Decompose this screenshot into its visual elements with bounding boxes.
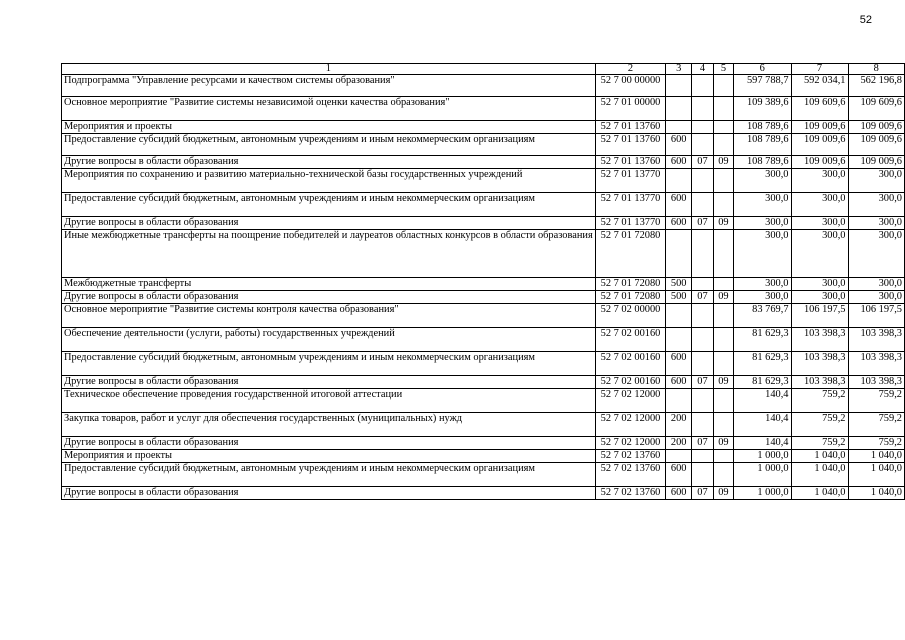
code-cell: 52 7 02 00160 xyxy=(595,352,665,376)
code-cell: 52 7 01 72080 xyxy=(595,230,665,278)
description-cell: Предоставление субсидий бюджетным, автономным учреждениям и иным некоммерческим организациям xyxy=(62,193,596,217)
description-cell: Другие вопросы в области образования xyxy=(62,376,596,389)
table-body xyxy=(62,75,905,500)
table-row xyxy=(62,352,905,376)
expense-type-cell xyxy=(666,75,692,97)
year-1-amount-cell: 81 629,3 xyxy=(734,328,792,352)
year-2-amount-cell: 759,2 xyxy=(791,413,848,437)
subsection-cell: 09 xyxy=(713,376,733,389)
code-cell: 52 7 02 12000 xyxy=(595,389,665,413)
year-2-amount-cell: 109 009,6 xyxy=(791,121,848,134)
year-1-amount-cell: 83 769,7 xyxy=(734,304,792,328)
year-2-amount-cell: 300,0 xyxy=(791,193,848,217)
year-2-amount-cell: 109 009,6 xyxy=(791,134,848,156)
code-cell: 52 7 01 13770 xyxy=(595,193,665,217)
section-cell: 07 xyxy=(692,376,714,389)
expense-type-cell: 600 xyxy=(666,463,692,487)
code-cell: 52 7 01 13760 xyxy=(595,121,665,134)
table-row xyxy=(62,463,905,487)
year-1-amount-cell: 1 000,0 xyxy=(734,487,792,500)
year-2-amount-cell: 1 040,0 xyxy=(791,487,848,500)
subsection-cell: 09 xyxy=(713,437,733,450)
code-cell: 52 7 01 13770 xyxy=(595,169,665,193)
year-2-amount-cell: 106 197,5 xyxy=(791,304,848,328)
table-row xyxy=(62,413,905,437)
table-row xyxy=(62,450,905,463)
code-cell: 52 7 02 00160 xyxy=(595,376,665,389)
subsection-cell xyxy=(713,121,733,134)
description-cell: Предоставление субсидий бюджетным, автономным учреждениям и иным некоммерческим организациям xyxy=(62,352,596,376)
expense-type-cell: 600 xyxy=(666,487,692,500)
subsection-cell xyxy=(713,134,733,156)
table-row xyxy=(62,134,905,156)
column-header-4: 4 xyxy=(692,64,714,75)
section-cell xyxy=(692,278,714,291)
year-3-amount-cell: 759,2 xyxy=(848,389,905,413)
year-1-amount-cell: 140,4 xyxy=(734,413,792,437)
code-cell: 52 7 01 00000 xyxy=(595,97,665,121)
expense-type-cell: 600 xyxy=(666,156,692,169)
year-1-amount-cell: 109 389,6 xyxy=(734,97,792,121)
code-cell: 52 7 02 13760 xyxy=(595,487,665,500)
year-2-amount-cell: 103 398,3 xyxy=(791,328,848,352)
subsection-cell xyxy=(713,230,733,278)
section-cell xyxy=(692,413,714,437)
table-row xyxy=(62,193,905,217)
section-cell: 07 xyxy=(692,291,714,304)
year-3-amount-cell: 562 196,8 xyxy=(848,75,905,97)
description-cell: Обеспечение деятельности (услуги, работы) государственных учреждений xyxy=(62,328,596,352)
section-cell: 07 xyxy=(692,437,714,450)
year-2-amount-cell: 103 398,3 xyxy=(791,376,848,389)
section-cell xyxy=(692,352,714,376)
expense-type-cell: 500 xyxy=(666,291,692,304)
subsection-cell xyxy=(713,389,733,413)
section-cell xyxy=(692,134,714,156)
year-1-amount-cell: 108 789,6 xyxy=(734,156,792,169)
expense-type-cell xyxy=(666,328,692,352)
expense-type-cell xyxy=(666,304,692,328)
code-cell: 52 7 00 00000 xyxy=(595,75,665,97)
expense-type-cell: 600 xyxy=(666,352,692,376)
section-cell xyxy=(692,193,714,217)
code-cell: 52 7 02 13760 xyxy=(595,450,665,463)
year-3-amount-cell: 300,0 xyxy=(848,193,905,217)
year-3-amount-cell: 109 009,6 xyxy=(848,156,905,169)
description-cell: Другие вопросы в области образования xyxy=(62,156,596,169)
column-header-1: 1 xyxy=(62,64,596,75)
section-cell xyxy=(692,97,714,121)
section-cell xyxy=(692,75,714,97)
subsection-cell xyxy=(713,463,733,487)
code-cell: 52 7 01 13770 xyxy=(595,217,665,230)
year-2-amount-cell: 759,2 xyxy=(791,389,848,413)
expense-type-cell: 600 xyxy=(666,376,692,389)
description-cell: Предоставление субсидий бюджетным, автономным учреждениям и иным некоммерческим организациям xyxy=(62,463,596,487)
table-row xyxy=(62,328,905,352)
description-cell: Закупка товаров, работ и услуг для обеспечения государственных (муниципальных) нужд xyxy=(62,413,596,437)
expense-type-cell: 500 xyxy=(666,278,692,291)
year-2-amount-cell: 103 398,3 xyxy=(791,352,848,376)
description-cell: Основное мероприятие "Развитие системы контроля качества образования" xyxy=(62,304,596,328)
section-cell xyxy=(692,328,714,352)
year-3-amount-cell: 300,0 xyxy=(848,217,905,230)
year-1-amount-cell: 81 629,3 xyxy=(734,352,792,376)
description-cell: Другие вопросы в области образования xyxy=(62,487,596,500)
section-cell xyxy=(692,304,714,328)
expense-type-cell xyxy=(666,169,692,193)
expense-type-cell xyxy=(666,230,692,278)
table-row xyxy=(62,291,905,304)
year-3-amount-cell: 300,0 xyxy=(848,291,905,304)
year-1-amount-cell: 597 788,7 xyxy=(734,75,792,97)
subsection-cell xyxy=(713,352,733,376)
year-2-amount-cell: 109 009,6 xyxy=(791,156,848,169)
year-3-amount-cell: 300,0 xyxy=(848,230,905,278)
description-cell: Предоставление субсидий бюджетным, автономным учреждениям и иным некоммерческим организациям xyxy=(62,134,596,156)
year-3-amount-cell: 103 398,3 xyxy=(848,376,905,389)
table-row xyxy=(62,278,905,291)
section-cell: 07 xyxy=(692,487,714,500)
description-cell: Мероприятия и проекты xyxy=(62,450,596,463)
section-cell xyxy=(692,389,714,413)
year-1-amount-cell: 1 000,0 xyxy=(734,450,792,463)
year-2-amount-cell: 300,0 xyxy=(791,291,848,304)
year-1-amount-cell: 108 789,6 xyxy=(734,121,792,134)
year-3-amount-cell: 300,0 xyxy=(848,278,905,291)
description-cell: Межбюджетные трансферты xyxy=(62,278,596,291)
code-cell: 52 7 01 72080 xyxy=(595,278,665,291)
column-header-3: 3 xyxy=(666,64,692,75)
year-3-amount-cell: 103 398,3 xyxy=(848,352,905,376)
year-2-amount-cell: 300,0 xyxy=(791,230,848,278)
description-cell: Мероприятия по сохранению и развитию материально-технической базы государственных учреждений xyxy=(62,169,596,193)
year-1-amount-cell: 140,4 xyxy=(734,389,792,413)
subsection-cell xyxy=(713,413,733,437)
description-cell: Мероприятия и проекты xyxy=(62,121,596,134)
year-3-amount-cell: 300,0 xyxy=(848,169,905,193)
year-1-amount-cell: 300,0 xyxy=(734,217,792,230)
section-cell: 07 xyxy=(692,217,714,230)
description-cell: Основное мероприятие "Развитие системы независимой оценки качества образования" xyxy=(62,97,596,121)
section-cell xyxy=(692,463,714,487)
code-cell: 52 7 02 00000 xyxy=(595,304,665,328)
description-cell: Подпрограмма "Управление ресурсами и качеством системы образования" xyxy=(62,75,596,97)
table-row xyxy=(62,97,905,121)
description-cell: Техническое обеспечение проведения государственной итоговой аттестации xyxy=(62,389,596,413)
column-header-2: 2 xyxy=(595,64,665,75)
year-1-amount-cell: 300,0 xyxy=(734,291,792,304)
expense-type-cell: 600 xyxy=(666,193,692,217)
column-header-6: 6 xyxy=(734,64,792,75)
section-cell xyxy=(692,450,714,463)
year-3-amount-cell: 109 609,6 xyxy=(848,97,905,121)
subsection-cell xyxy=(713,193,733,217)
expense-type-cell xyxy=(666,450,692,463)
table-row xyxy=(62,217,905,230)
column-header-7: 7 xyxy=(791,64,848,75)
subsection-cell: 09 xyxy=(713,291,733,304)
year-1-amount-cell: 300,0 xyxy=(734,169,792,193)
table-row xyxy=(62,437,905,450)
year-2-amount-cell: 1 040,0 xyxy=(791,463,848,487)
year-2-amount-cell: 109 609,6 xyxy=(791,97,848,121)
section-cell xyxy=(692,230,714,278)
description-cell: Иные межбюджетные трансферты на поощрение победителей и лауреатов областных конкурсов в области образования xyxy=(62,230,596,278)
table-row xyxy=(62,230,905,278)
year-2-amount-cell: 759,2 xyxy=(791,437,848,450)
subsection-cell xyxy=(713,75,733,97)
section-cell xyxy=(692,121,714,134)
subsection-cell: 09 xyxy=(713,217,733,230)
year-3-amount-cell: 109 009,6 xyxy=(848,134,905,156)
description-cell: Другие вопросы в области образования xyxy=(62,437,596,450)
table-row xyxy=(62,376,905,389)
year-3-amount-cell: 1 040,0 xyxy=(848,487,905,500)
code-cell: 52 7 01 13760 xyxy=(595,156,665,169)
year-1-amount-cell: 81 629,3 xyxy=(734,376,792,389)
year-3-amount-cell: 759,2 xyxy=(848,413,905,437)
page-number: 52 xyxy=(859,14,872,26)
subsection-cell xyxy=(713,278,733,291)
year-1-amount-cell: 300,0 xyxy=(734,278,792,291)
year-1-amount-cell: 300,0 xyxy=(734,193,792,217)
year-3-amount-cell: 103 398,3 xyxy=(848,328,905,352)
expense-type-cell xyxy=(666,389,692,413)
subsection-cell xyxy=(713,169,733,193)
expense-type-cell: 200 xyxy=(666,413,692,437)
table-row xyxy=(62,304,905,328)
year-3-amount-cell: 759,2 xyxy=(848,437,905,450)
subsection-cell: 09 xyxy=(713,156,733,169)
subsection-cell xyxy=(713,450,733,463)
year-3-amount-cell: 1 040,0 xyxy=(848,463,905,487)
budget-table xyxy=(61,63,905,500)
description-cell: Другие вопросы в области образования xyxy=(62,291,596,304)
table-row xyxy=(62,389,905,413)
table-row xyxy=(62,487,905,500)
code-cell: 52 7 01 72080 xyxy=(595,291,665,304)
description-cell: Другие вопросы в области образования xyxy=(62,217,596,230)
code-cell: 52 7 01 13760 xyxy=(595,134,665,156)
expense-type-cell: 600 xyxy=(666,217,692,230)
section-cell xyxy=(692,169,714,193)
section-cell: 07 xyxy=(692,156,714,169)
column-header-8: 8 xyxy=(848,64,905,75)
expense-type-cell: 600 xyxy=(666,134,692,156)
expense-type-cell: 200 xyxy=(666,437,692,450)
table-row xyxy=(62,75,905,97)
code-cell: 52 7 02 13760 xyxy=(595,463,665,487)
year-2-amount-cell: 1 040,0 xyxy=(791,450,848,463)
table-row xyxy=(62,121,905,134)
code-cell: 52 7 02 00160 xyxy=(595,328,665,352)
year-2-amount-cell: 300,0 xyxy=(791,217,848,230)
year-1-amount-cell: 108 789,6 xyxy=(734,134,792,156)
code-cell: 52 7 02 12000 xyxy=(595,437,665,450)
column-header-5: 5 xyxy=(713,64,733,75)
header-row xyxy=(62,64,905,75)
year-3-amount-cell: 1 040,0 xyxy=(848,450,905,463)
subsection-cell xyxy=(713,97,733,121)
year-2-amount-cell: 300,0 xyxy=(791,169,848,193)
subsection-cell xyxy=(713,304,733,328)
year-1-amount-cell: 140,4 xyxy=(734,437,792,450)
year-1-amount-cell: 300,0 xyxy=(734,230,792,278)
code-cell: 52 7 02 12000 xyxy=(595,413,665,437)
year-2-amount-cell: 300,0 xyxy=(791,278,848,291)
year-3-amount-cell: 109 009,6 xyxy=(848,121,905,134)
table-row xyxy=(62,169,905,193)
expense-type-cell xyxy=(666,97,692,121)
year-1-amount-cell: 1 000,0 xyxy=(734,463,792,487)
year-3-amount-cell: 106 197,5 xyxy=(848,304,905,328)
subsection-cell: 09 xyxy=(713,487,733,500)
year-2-amount-cell: 592 034,1 xyxy=(791,75,848,97)
subsection-cell xyxy=(713,328,733,352)
expense-type-cell xyxy=(666,121,692,134)
table-row xyxy=(62,156,905,169)
